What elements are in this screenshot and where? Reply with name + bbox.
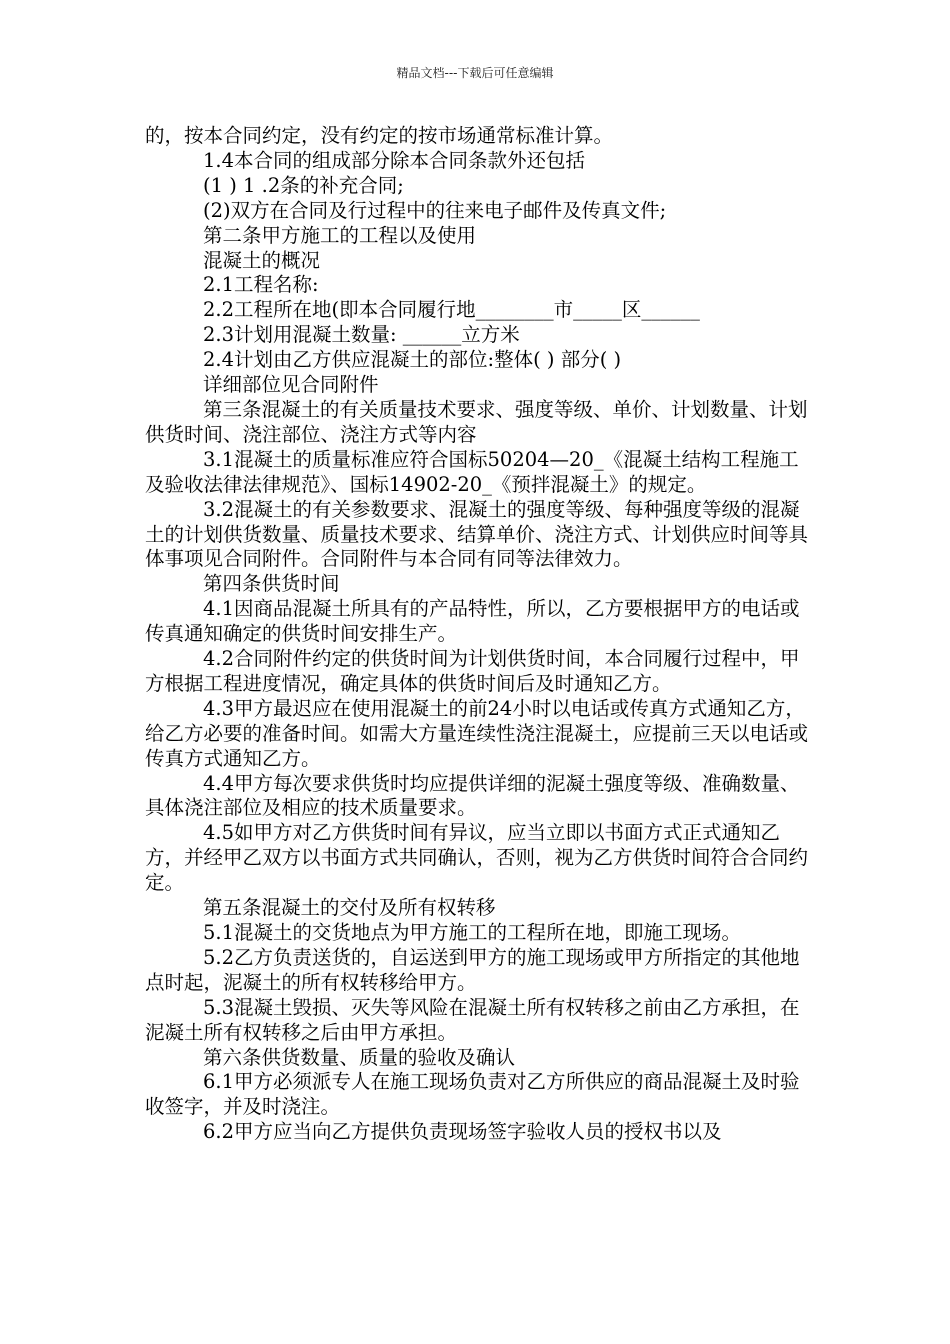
document-body: [145, 124, 810, 1145]
paragraph: 混凝土的概况: [203, 248, 321, 272]
paragraph: 4.4甲方每次要求供货时均应提供详细的泥凝土强度等级、准确数量、具体浇注部位及相应的技术质量要求。: [145, 771, 800, 820]
paragraph: 4.3甲方最迟应在使用混凝土的前24小时以电话或传真方式通知乙方，给乙方必要的准备时间。如需大方量连续性浇注混凝土，应提前三天以电话或传真方式通知乙方。: [145, 696, 809, 770]
paragraph: (2)双方在合同及行过程中的往来电子邮件及传真文件;: [203, 198, 667, 222]
paragraph: 5.1混凝土的交货地点为甲方施工的工程所在地，即施工现场。: [203, 921, 742, 944]
paragraph: 4.2合同附件约定的供货时间为计划供货时间，本合同履行过程中，甲方根据工程进度情况，确定具体的供货时间后及时通知乙方。: [145, 647, 800, 695]
paragraph: 3.1混凝土的质量标准应符合国标50204—20_《混凝土结构工程施工及验收法律法律规范》、国标14902-20_《预拌混凝土》的规定。: [145, 447, 799, 496]
paragraph: 第四条供货时间: [203, 572, 340, 596]
paragraph: 第五条混凝土的交付及所有权转移: [203, 896, 496, 920]
paragraph: 1.4本合同的组成部分除本合同条款外还包括: [203, 148, 586, 172]
paragraph: 6.2甲方应当向乙方提供负责现场签字验收人员的授权书以及: [203, 1120, 722, 1144]
paragraph: 6.1甲方必须派专人在施工现场负责对乙方所供应的商品混凝土及时验收签字，并及时浇注。: [145, 1070, 800, 1119]
paragraph: 第六条供货数量、质量的验收及确认: [203, 1045, 516, 1069]
paragraph: 2.1工程名称:: [203, 273, 319, 297]
paragraph: (1 ) 1 .2条的补充合同;: [203, 173, 404, 197]
paragraph: 详细部位见合同附件: [203, 373, 379, 397]
paragraph: 3.2混凝土的有关参数要求、混凝土的强度等级、每种强度等级的混凝土的计划供货数量、质量技术要求、结算单价、浇注方式、计划供应时间等具体事项见合同附件。合同附件与本合同有同等法律效力。: [145, 497, 809, 571]
paragraph: 第二条甲方施工的工程以及使用: [203, 223, 477, 247]
paragraph: 4.1因商品混凝土所具有的产品特性，所以，乙方要根据甲方的电话或传真通知确定的供货时间安排生产。: [145, 597, 800, 646]
paragraph: 2.3计划用混凝土数量: ______立方米: [203, 323, 520, 347]
page-header: 精品文档---下载后可任意编辑: [396, 66, 554, 80]
paragraph: 的，按本合同约定，没有约定的按市场通常标准计算。: [145, 124, 614, 147]
paragraph: 5.3混凝土毁损、灭失等风险在混凝土所有权转移之前由乙方承担，在泥凝土所有权转移之后由甲方承担。: [145, 995, 800, 1044]
paragraph: 2.4计划由乙方供应混凝土的部位:整体( ) 部分( ): [203, 348, 622, 372]
paragraph: 第三条混凝土的有关质量技术要求、强度等级、单价、计划数量、计划供货时间、浇注部位、浇注方式等内容: [145, 397, 808, 446]
paragraph: 4.5如甲方对乙方供货时间有异议，应当立即以书面方式正式通知乙方，并经甲乙双方以书面方式共同确认，否则，视为乙方供货时间符合合同约定。: [145, 821, 809, 895]
paragraph: 5.2乙方负责送货的，自运送到甲方的施工现场或甲方所指定的其他地点时起，泥凝土的所有权转移给甲方。: [145, 945, 800, 994]
paragraph: 2.2工程所在地(即本合同履行地________市_____区______: [203, 298, 700, 322]
